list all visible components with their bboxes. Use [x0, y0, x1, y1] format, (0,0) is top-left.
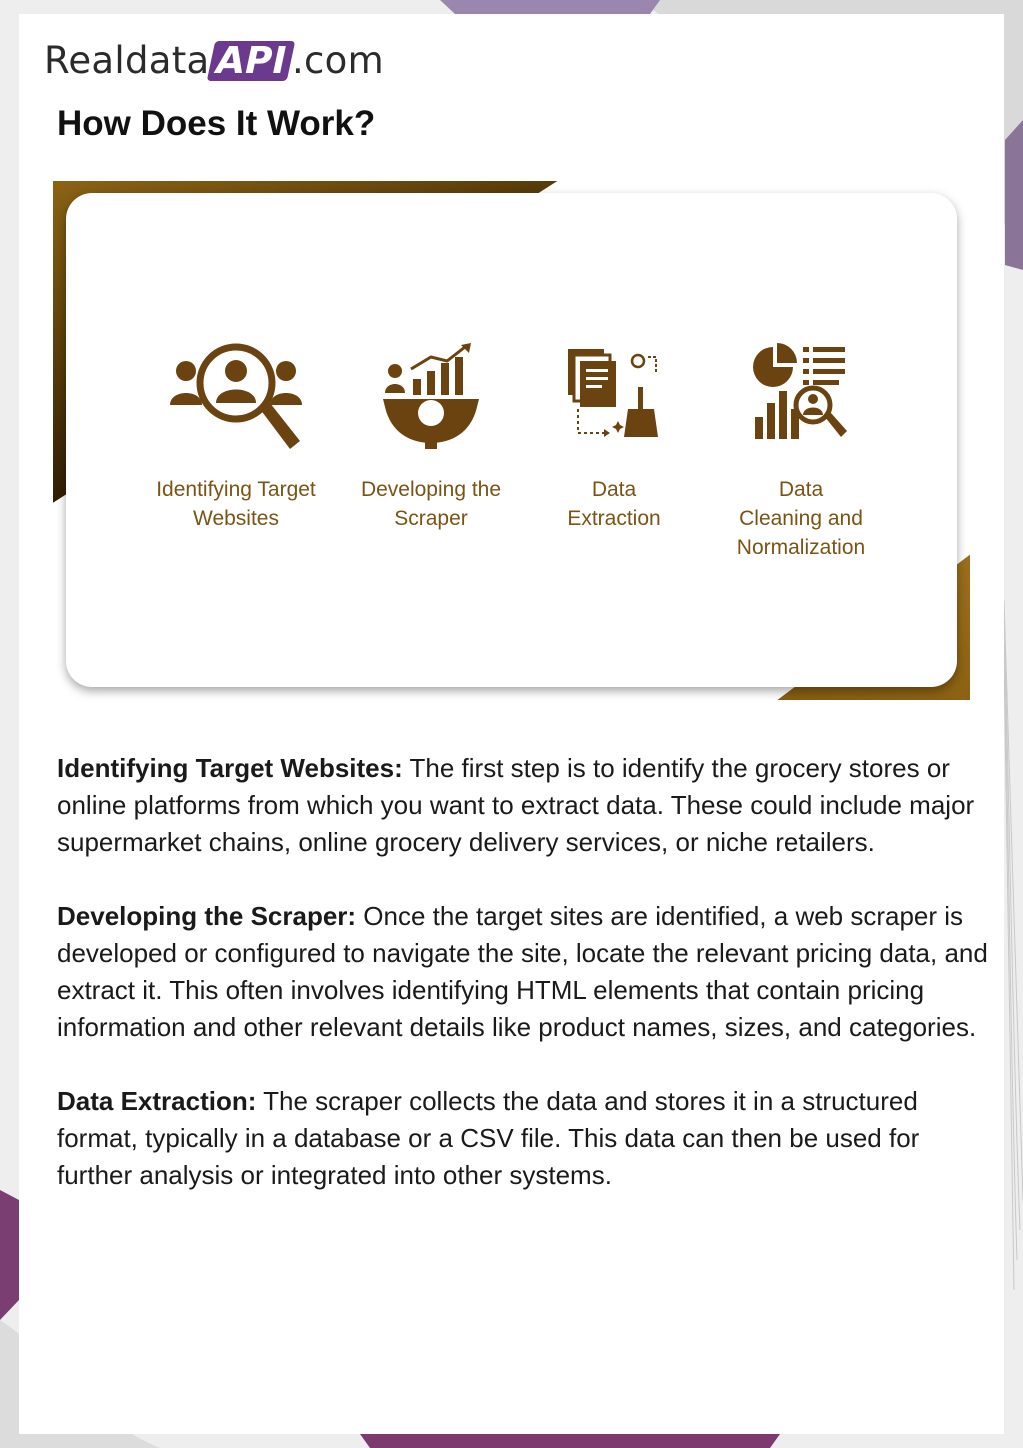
growth-gear-icon [381, 343, 481, 453]
users-search-icon [166, 343, 306, 453]
paragraph-identifying-target-websites [57, 750, 997, 861]
analytics-search-icon [751, 343, 851, 453]
paragraph-heading: Developing the Scraper: [57, 901, 357, 931]
paragraph-heading: Data Extraction: [57, 1086, 257, 1116]
step-developing-scraper [336, 343, 526, 533]
step-label: Data Cleaning and Normalization [736, 478, 866, 559]
step-label: Developing the Scraper [360, 478, 502, 530]
logo-api-badge: API [206, 41, 295, 81]
documents-broom-icon [564, 343, 664, 453]
description-text [57, 750, 997, 1231]
process-illustration [53, 181, 970, 700]
logo-prefix: Realdata [44, 39, 210, 82]
process-card [66, 193, 957, 687]
logo-suffix: .com [291, 39, 384, 82]
page-title: How Does It Work? [57, 104, 376, 143]
step-data-extraction [544, 343, 684, 533]
paragraph-body: The scraper collects the data and stores it in a structured format, typically in a database or a CSV file. This data can then be used for further analysis or integrated into other systems. [57, 1086, 920, 1190]
step-data-cleaning-normalization [706, 343, 896, 562]
paragraph-data-extraction [57, 1083, 997, 1194]
step-label: Identifying Target Websites [156, 478, 316, 530]
paragraph-body: The first step is to identify the grocery stores or online platforms from which you want to extract data. These could include major supermarket chains, online grocery delivery services, or niche retailers. [57, 753, 975, 857]
paragraph-developing-scraper [57, 898, 997, 1046]
brand-logo[interactable] [44, 38, 384, 84]
paragraph-heading: Identifying Target Websites: [57, 753, 403, 783]
step-identifying-target-websites [116, 343, 356, 533]
step-label: Data Extraction [567, 478, 661, 530]
paragraph-body: Once the target sites are identified, a web scraper is developed or configured to navigate the site, locate the relevant pricing data, and extract it. This often involves identifying HTML elements that contain pricing information and other relevant details like product names, sizes, and categories. [57, 901, 988, 1042]
